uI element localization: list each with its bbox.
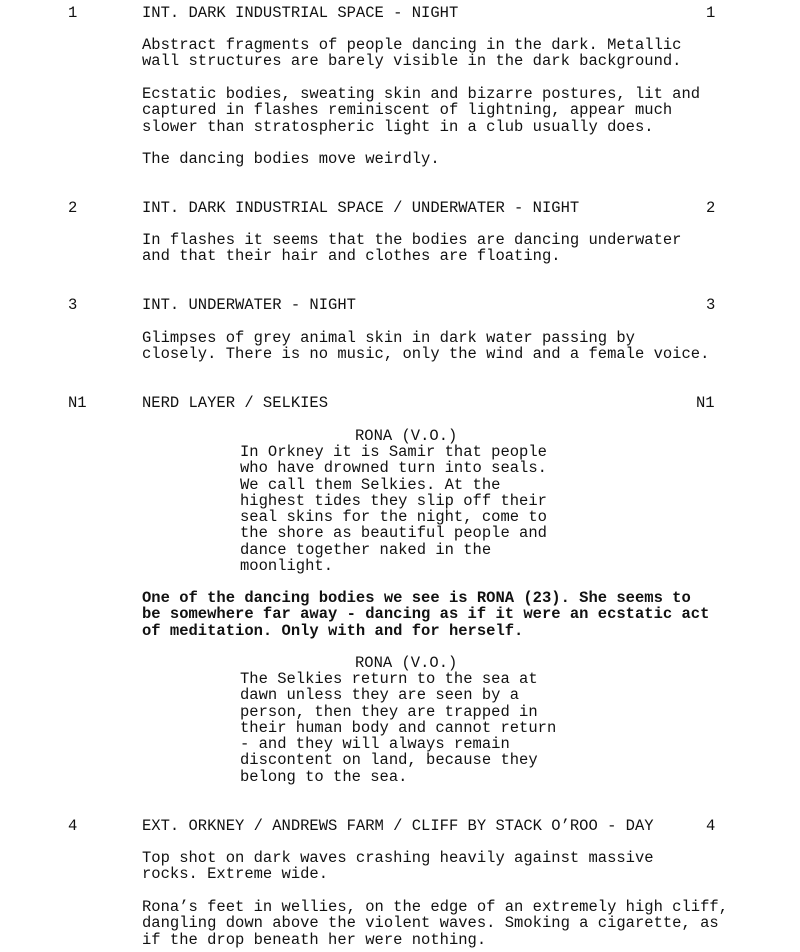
scene-number-left: 3: [68, 296, 78, 314]
character-name: RONA (V.O.): [355, 427, 458, 445]
scene-number-right: 2: [706, 199, 716, 217]
action-paragraph: Top shot on dark waves crashing heavily against massive rocks. Extreme wide.: [142, 849, 654, 884]
scene-heading: INT. UNDERWATER - NIGHT: [142, 296, 356, 314]
action-paragraph: In flashes it seems that the bodies are dancing underwater and that their hair and clothes are floating.: [142, 231, 682, 266]
bold-action-paragraph: One of the dancing bodies we see is RONA (23). She seems to be somewhere far away - dancing as if it were an ecstatic act of meditation. Only with and for herself.: [142, 589, 710, 640]
character-name: RONA (V.O.): [355, 654, 458, 672]
action-paragraph: The dancing bodies move weirdly.: [142, 150, 440, 168]
scene-number-right: N1: [696, 394, 715, 412]
scene-heading: INT. DARK INDUSTRIAL SPACE / UNDERWATER - NIGHT: [142, 199, 580, 217]
scene-heading: NERD LAYER / SELKIES: [142, 394, 329, 412]
scene-number-right: 3: [706, 296, 716, 314]
scene-number-right: 4: [706, 817, 716, 835]
scene-number-left: 2: [68, 199, 78, 217]
scene-number-right: 1: [706, 4, 716, 22]
scene-heading: EXT. ORKNEY / ANDREWS FARM / CLIFF BY STACK O’ROO - DAY: [142, 817, 654, 835]
scene-number-left: 1: [68, 4, 78, 22]
action-paragraph: Abstract fragments of people dancing in the dark. Metallic wall structures are barely visible in the dark background.: [142, 36, 682, 71]
scene-number-left: 4: [68, 817, 78, 835]
action-paragraph: Rona’s feet in wellies, on the edge of an extremely high cliff, dangling down above the violent waves. Smoking a cigarette, as if the drop beneath her were nothing.: [142, 898, 728, 949]
action-paragraph: Glimpses of grey animal skin in dark water passing by closely. There is no music, only the wind and a female voice.: [142, 329, 710, 364]
dialogue: The Selkies return to the sea at dawn unless they are seen by a person, then they are trapped in their human body and cannot return - and they will always remain discontent on land, because they belong to the sea.: [240, 670, 557, 786]
scene-number-left: N1: [68, 394, 87, 412]
action-paragraph: Ecstatic bodies, sweating skin and bizarre postures, lit and captured in flashes reminiscent of lightning, appear much slower than stratospheric light in a club usually does.: [142, 85, 701, 136]
scene-heading: INT. DARK INDUSTRIAL SPACE - NIGHT: [142, 4, 459, 22]
dialogue: In Orkney it is Samir that people who have drowned turn into seals. We call them Selkies. At the highest tides they slip off their seal skins for the night, come to the shore as beautiful people and dance together naked in the moonlight.: [240, 443, 547, 576]
